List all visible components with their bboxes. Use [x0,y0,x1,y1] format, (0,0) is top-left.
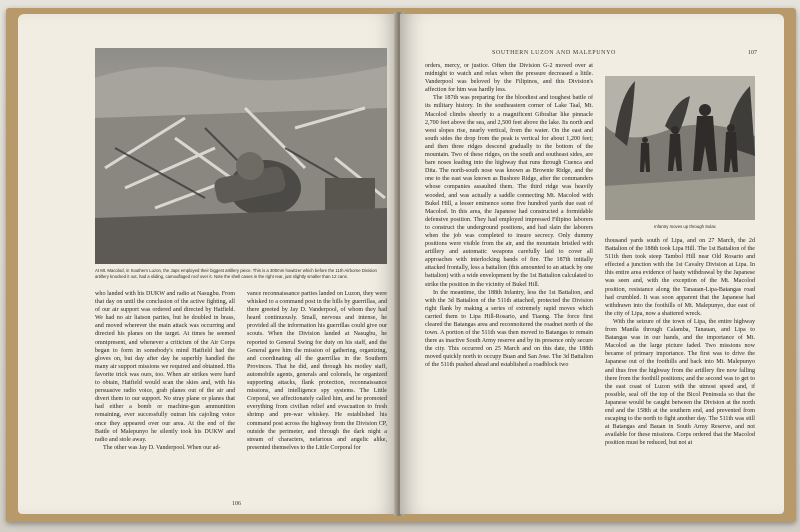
artillery-photo [95,48,387,264]
paragraph: The other was Jay D. Vanderpool. When our ad- [103,444,221,451]
paragraph: With the seizure of the town of Lipa, the entire highway from Manila through Calamba, Tanauan, and Lipa to Batangas was in our hands, and the importance of Mt. Macolod as the large picture faded. Two missions now became of primary importance. The first was to drive the Japanese out of the foothills and back into Mt. Malepunyo and thus free the highway from the artillery fire now falling there from the foothill positions; and the second was to get to the east coast of Luzon with the utmost speed and, if possible, seal off the top of the Bicol Peninsula so that the Japanese would be caught between the Division at the north end and the 158th at the southern end, and prevented from escaping to the north to fight another day. The 511th was still at Batangas and Bauan in South Army Reserve, and not available for these missions. Corps ordered that the Macolod position must be reduced, but not at [605,318,755,447]
left-text-column-1 [95,290,235,498]
right-text-column-1 [425,62,593,500]
paragraph: orders, mercy, or justice. Often the Division G-2 moved over at midnight to watch and relax when the pressure decreased a little. Vanderpool was beloved by the Filipinos, and this Division's affection for him was hardly less. [425,63,593,94]
running-head: SOUTHERN LUZON AND MALEPUNYO [492,50,616,56]
paragraph: In the meantime, the 188th Infantry, less the 1st Battalion, and with the 3d Battalion of the 511th attached, protected the Division right flank by making a series of extremely rapid moves which carried them to Lipa Hill-Rosario, and Tiaong. The force first cleared the Batangas area and reconnoitered the roadnet north of the town. A portion of the 511th was then moved to Batangas to remain there as inactive South Army reserve and by its presence only secure the city. This occurred on 25 March and on this date, the 188th moved quickly north to occupy Buan and San Jose. The 3d Battalion of the 511th pushed ahead and established a roadblock two [425,289,593,369]
left-text-column-2 [247,290,387,498]
infantry-photo [605,76,755,220]
right-page-number: 107 [748,50,757,56]
howitzer-wreck-illustration [95,48,387,264]
infantry-illustration [605,76,755,220]
left-photo-caption: At Mt. Macolod, in Southern Luzon, the Japs employed their biggest artillery piece. This is a 300mm howitzer which before the 11th Airborne Division artillery knocked it out, had a sliding, camouflaged roof over it. Note the shell cases in the right rear, just slightly smaller than 12 cans. [95,268,377,279]
right-photo-caption: Infantry moves up through Sulac [654,224,716,229]
paragraph: thousand yards south of Lipa, and on 27 March, the 2d Battalion of the 188th took Lipa Hill. The 1st Battalion of the 511th then took steep Tambol Hill near Old Rosario and effected a junction with the 1st Cavalry Division at Lipa. In this entire area evidence of hasty withdrawal by the Japanese was seen and, with the exception of the Mt. Macolod position, resistance along the Tanauan-Lipa-Batangas road had crumbled. It was soon apparent that the Japanese had withdrawn into the foothills of Mt. Malepunyo, due east of the city of Lipa, now a shattered wreck. [605,238,755,317]
paragraph: vance reconnaissance parties landed on Luzon, they were whisked to a command post in the hills by guerrillas, and there greeted by Jay D. Vanderpool, of whom they had heard continuously. Small, nervous and intense, he provided all the information his guerrillas could give our scouts. When the Division landed at Nasugbu, he reported to General Swing for duty on his staff, and the General gave him the mission of gathering, organizing, and coordinating all the guerrillas in the Southern Provinces. That he did, and through his motley staff, automobile agents, generals and colonels, he organized supporting attacks, flank protection, reconnaissance missions, and intelligence spy systems. The Little Corporal, we affectionately called him, and he promoted everything from civilian relief and evacuation to fresh shrimp and pre-war whiskey. He established his command post across the highway from the Division CP, outside the perimeter, and through the dark night a stream of characters, nefarious and angelic alike, presented themselves to the Little Corporal for [247,291,387,451]
paragraph: The 187th was preparing for the bloodiest and toughest battle of its military history. In the southeastern corner of Lake Taal, Mt. Macolod climbs sheerly to a magnificent Gibraltar like pinnacle 2,700 feet above the sea, and 2,500 feet above the lake. Its north and west slopes rise, nearly vertical, from the water. On the east and south sides the drop from the peak is vertical for about 1,200 feet; and then three ridges descend gradually to the bottom of the mountain. Two of these ridges, on the south and southeast sides, are bare noses leading into the highway that runs through Cuenca and Dita. The north-south nose was known as Brownie Ridge, and the one to the east was known as Bushore Ridge, after the commanders whose companies assaulted them. The third ridge was heavily wooded, and was actually a saddle connecting Mt. Macolod with Bukel Hill, a lesser eminence some five hundred yards due east of Macolod. In this area, the Japanese had constructed a formidable defensive position. They had employed impressed Filipino laborers to construct the underground positions, and had slain the laborers when the job was completed to insure secrecy. Only dummy positions were visible from the air, and the mountain bristled with artillery and automatic weapons carefully laid to cover all approaches with interlocking bands of fire. The 187th initially attacked frontally, less a battalion (this amounted to an attack by one battalion) with a wide envelopment by the 1st Battalion calculated to strike the position in the vicinity of Bukel Hill. [425,95,593,288]
paragraph: who landed with his DUKW and radio at Nasugbu. From that day on until the conclusion of the active fighting, all of our air support was ordered and directed by Hatfield. We had no air liaison parties, but he doubled in brass, and moved wherever the main attack was occurring and directed his planes on the target. At times he seemed omnipresent, and whenever a criticism of the Air Corps began to form in somebody's mind Hatfield had the gloves on, but day after day he superbly handled the many air support missions we required and obtained. His favorite trick was ours, too. When air strikes were hard to obtain, Hatfield would scan the skies and, with his persuasive radio voice, grab planes out of the air and divert them to our support. No stray plane or planes that had either a bomb or machine-gun ammunition remaining, ever successfully outran his cajoling voice once they appeared over our area. At the end of the Battle of Malepunyo he silently took his DUKW and radio and stole away. [95,291,235,443]
left-page-number: 106 [232,501,241,507]
right-text-column-2 [605,237,755,500]
right-page [400,14,784,514]
left-page [18,14,398,514]
